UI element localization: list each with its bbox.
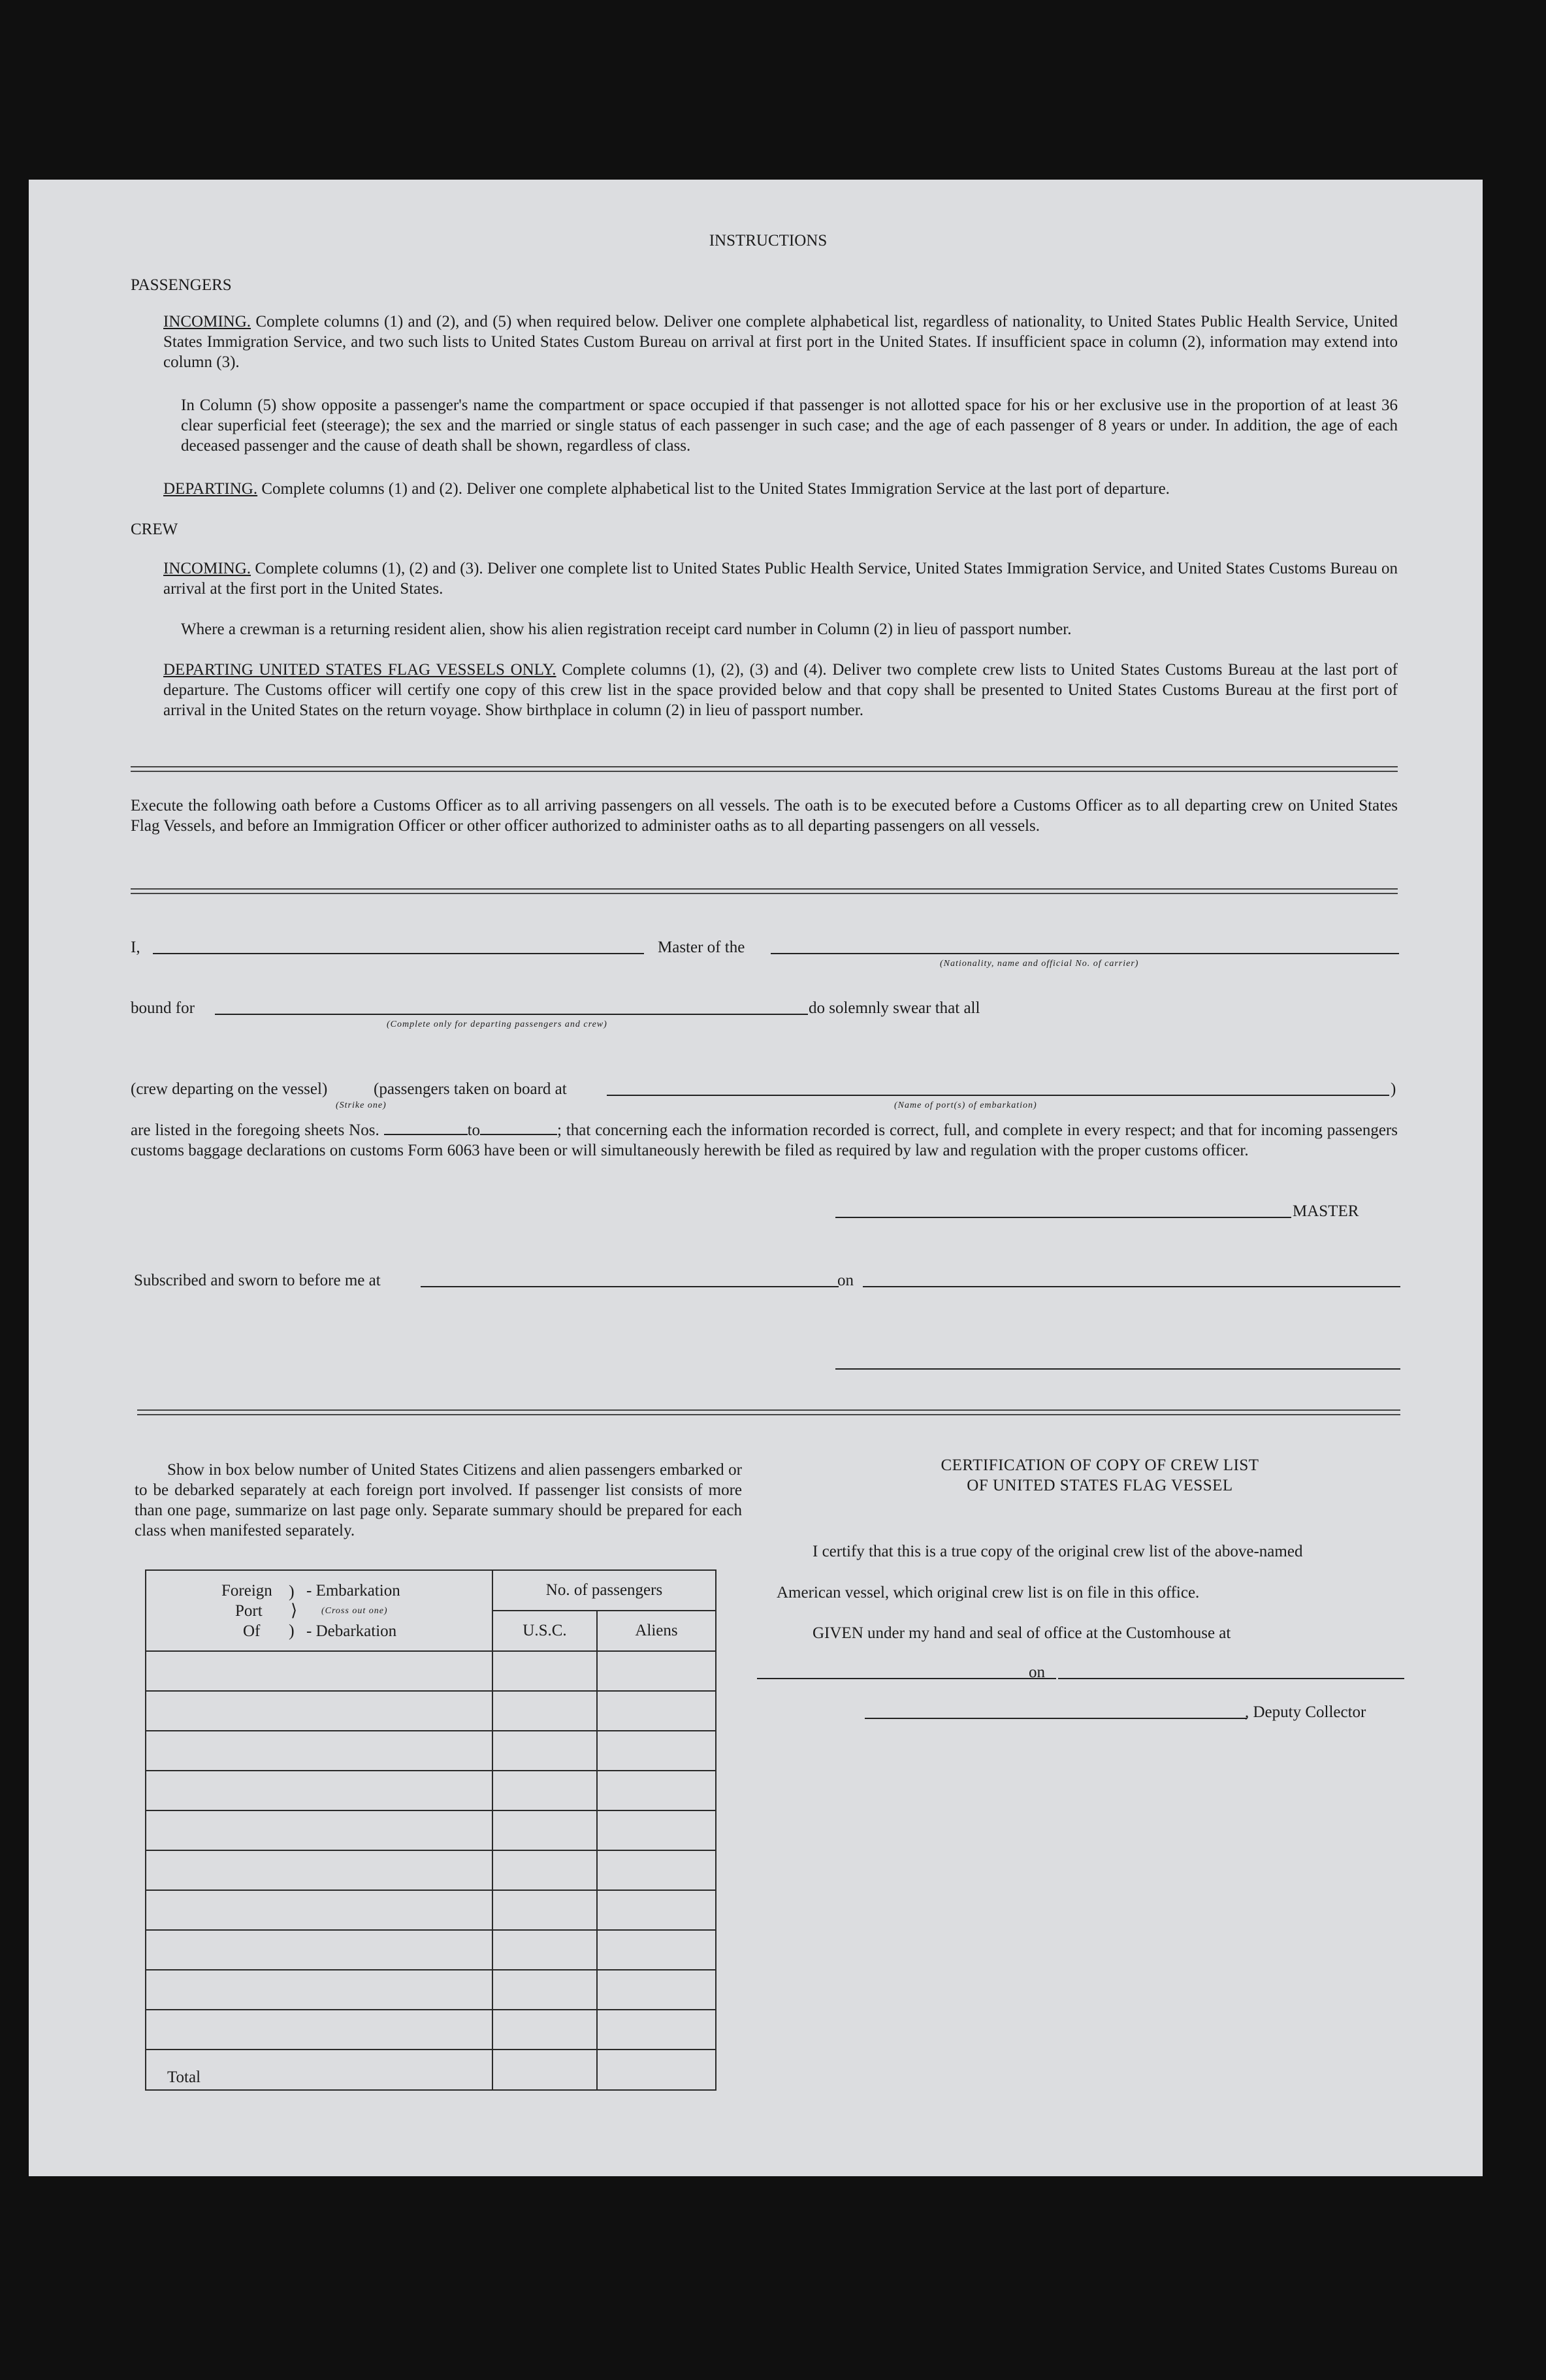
usc-cell[interactable]	[492, 1930, 597, 1970]
document-page	[29, 180, 1483, 2176]
port-cell[interactable]	[146, 2010, 492, 2050]
table-row	[146, 1731, 716, 1771]
carrier-line[interactable]	[771, 953, 1399, 954]
brace-icon: ⟩	[291, 1601, 298, 1620]
port-cell[interactable]	[146, 1890, 492, 1930]
instructions-title: INSTRUCTIONS	[709, 232, 828, 249]
deputy-signature-line[interactable]	[865, 1718, 1247, 1719]
american-vessel-text: American vessel, which original crew list is on file in this office.	[777, 1584, 1200, 1601]
of-label: Of	[243, 1622, 261, 1640]
bound-for-label: bound for	[131, 999, 195, 1017]
oath-intro-paragraph: Execute the following oath before a Customs Officer as to all arriving passengers on all vessels. The oath is to be executed before a Customs Officer as to all departing crew on United States Flag Vessels, and before an Immigration Officer or other officer authorized to administer oaths as to all departing passengers on all vessels.	[131, 797, 1398, 835]
port-cell[interactable]	[146, 1810, 492, 1850]
section-divider	[131, 888, 1398, 894]
given-text: GIVEN under my hand and seal of office at the Customhouse at	[813, 1624, 1231, 1642]
swear-text: do solemnly swear that all	[809, 999, 980, 1017]
table-row	[146, 1651, 716, 1691]
bound-for-hint: (Complete only for departing passengers and crew)	[387, 1020, 607, 1029]
crew-departing-text: Complete columns (1), (2), (3) and (4). Deliver two complete crew lists to United States Customs Bureau at the last port of departure. The Customs officer will certify one copy of this crew list in the space provided below and that copy shall be presented to United States Customs Bureau at the first port of arrival in the United States on the return voyage. Show birthplace in column (2) in lieu of passport number.	[163, 661, 1398, 719]
port-cell[interactable]	[146, 1970, 492, 2010]
officer-signature-line[interactable]	[835, 1368, 1400, 1370]
deputy-collector-label: , Deputy Collector	[1245, 1703, 1366, 1721]
cross-out-hint: (Cross out one)	[321, 1606, 388, 1616]
crew-resident-paragraph: Where a crewman is a returning resident alien, show his alien registration receipt card number in Column (2) in lieu of passport number.	[181, 620, 1072, 638]
debarkation-option[interactable]: - Debarkation	[306, 1622, 397, 1640]
subscribed-date-line[interactable]	[863, 1286, 1400, 1287]
subscribed-place-line[interactable]	[421, 1286, 839, 1287]
usc-cell[interactable]	[492, 1850, 597, 1890]
crew-heading: CREW	[131, 521, 178, 538]
passengers-incoming-text: Complete columns (1) and (2), and (5) when required below. Deliver one complete alphabetical list, regardless of nationality, to United States Public Health Service, United States Immigration Service, and two such lists to United States Custom Bureau on arrival at first port in the United States. If insufficient space in column (2), information may extend into column (3).	[163, 313, 1398, 371]
usc-cell[interactable]	[492, 1771, 597, 1810]
close-paren: )	[1391, 1080, 1396, 1098]
listed-paragraph	[131, 1120, 1398, 1161]
sheet-to-line[interactable]	[480, 1122, 557, 1135]
table-row	[146, 2010, 716, 2050]
passengers-departing-paragraph	[163, 479, 1398, 499]
subscribed-label: Subscribed and sworn to before me at	[134, 1272, 381, 1289]
embarkation-option[interactable]: - Embarkation	[306, 1582, 400, 1600]
certification-title-line1: CERTIFICATION OF COPY OF CREW LIST	[941, 1456, 1259, 1474]
carrier-hint: (Nationality, name and official No. of carrier)	[940, 959, 1139, 969]
passengers-taken-option[interactable]: (passengers taken on board at	[374, 1080, 567, 1098]
oath-i-label: I,	[131, 939, 140, 956]
passengers-departing-label: DEPARTING.	[163, 480, 258, 498]
port-cell[interactable]	[146, 1850, 492, 1890]
to-label: to	[467, 1121, 481, 1139]
aliens-cell[interactable]	[597, 1810, 716, 1850]
foreign-port-header	[146, 1570, 492, 1651]
master-signature-line[interactable]	[835, 1217, 1291, 1218]
brace-icon: )	[289, 1621, 295, 1640]
port-label: Port	[235, 1602, 263, 1620]
foreign-label: Foreign	[221, 1582, 272, 1600]
total-label: Total	[146, 2050, 492, 2090]
usc-cell[interactable]	[492, 1731, 597, 1771]
strike-hint: (Strike one)	[336, 1101, 387, 1110]
brace-icon: )	[289, 1582, 295, 1601]
port-cell[interactable]	[146, 1651, 492, 1691]
section-divider	[137, 1409, 1400, 1415]
port-cell[interactable]	[146, 1930, 492, 1970]
passengers-heading: PASSENGERS	[131, 276, 232, 294]
aliens-cell[interactable]	[597, 1731, 716, 1771]
crew-departing-label: DEPARTING UNITED STATES FLAG VESSELS ONLY.	[163, 661, 556, 679]
port-cell[interactable]	[146, 1691, 492, 1731]
aliens-cell[interactable]	[597, 1850, 716, 1890]
crew-departing-paragraph	[163, 660, 1398, 720]
usc-cell[interactable]	[492, 1651, 597, 1691]
usc-header: U.S.C.	[492, 1611, 597, 1651]
certification-title-line2: OF UNITED STATES FLAG VESSEL	[967, 1477, 1233, 1494]
passengers-departing-text: Complete columns (1) and (2). Deliver one complete alphabetical list to the United States Immigration Service at the last port of departure.	[261, 480, 1170, 498]
total-row	[146, 2050, 716, 2090]
aliens-cell[interactable]	[597, 1651, 716, 1691]
certification-on-label: on	[1029, 1664, 1045, 1681]
aliens-cell[interactable]	[597, 1930, 716, 1970]
passengers-incoming-label: INCOMING.	[163, 313, 251, 330]
passengers-incoming-paragraph	[163, 312, 1398, 372]
aliens-cell[interactable]	[597, 1771, 716, 1810]
customhouse-line[interactable]	[757, 1678, 1056, 1679]
port-cell[interactable]	[146, 1771, 492, 1810]
aliens-total-cell[interactable]	[597, 2050, 716, 2090]
usc-cell[interactable]	[492, 1970, 597, 2010]
table-row	[146, 1810, 716, 1850]
master-label: MASTER	[1293, 1202, 1359, 1220]
usc-cell[interactable]	[492, 1810, 597, 1850]
table-row	[146, 1970, 716, 2010]
subscribed-on-label: on	[837, 1272, 854, 1289]
certification-title	[806, 1455, 1394, 1496]
crew-incoming-label: INCOMING.	[163, 560, 251, 577]
no-of-passengers-header: No. of passengers	[492, 1570, 716, 1611]
table-row	[146, 1850, 716, 1890]
aliens-cell[interactable]	[597, 1890, 716, 1930]
master-of-the-label: Master of the	[658, 939, 745, 956]
table-row	[146, 1930, 716, 1970]
master-name-line[interactable]	[153, 953, 644, 954]
table-row	[146, 1691, 716, 1731]
usc-total-cell[interactable]	[492, 2050, 597, 2090]
ports-hint: (Name of port(s) of embarkation)	[894, 1101, 1037, 1110]
aliens-header: Aliens	[597, 1611, 716, 1651]
certification-date-line[interactable]	[1058, 1678, 1404, 1679]
table-row	[146, 1771, 716, 1810]
table-row	[146, 1890, 716, 1930]
bound-for-line[interactable]	[215, 1014, 808, 1015]
passengers-column5-paragraph: In Column (5) show opposite a passenger's name the compartment or space occupied if that passenger is not allotted space for his or her exclusive use in the proportion of at least 36 clear superficial feet (steerage); the sex and the married or single status of each passenger in such case; and the age of each passenger of 8 years or under. In addition, the age of each deceased passenger and the cause of death shall be shown, regardless of class.	[181, 396, 1398, 455]
usc-cell[interactable]	[492, 1691, 597, 1731]
crew-incoming-text: Complete columns (1), (2) and (3). Deliver one complete list to United States Public Health Service, United States Immigration Service, and United States Customs Bureau on arrival at the first port in the United States.	[163, 560, 1398, 598]
section-divider	[131, 766, 1398, 772]
crew-incoming-paragraph	[163, 558, 1398, 599]
crew-departing-option[interactable]: (crew departing on the vessel)	[131, 1080, 328, 1098]
aliens-cell[interactable]	[597, 1970, 716, 2010]
listed-rest: ; that concerning each the information recorded is correct, full, and complete in every respect; and that for incoming passengers customs baggage declarations on customs Form 6063 have been or will simultaneously herewith be filed as required by law and regulation with the proper customs officer.	[131, 1121, 1398, 1159]
aliens-cell[interactable]	[597, 1691, 716, 1731]
passenger-summary-table	[145, 1569, 717, 2091]
certify-text: I certify that this is a true copy of the original crew list of the above-named	[813, 1543, 1303, 1560]
usc-cell[interactable]	[492, 1890, 597, 1930]
usc-cell[interactable]	[492, 2010, 597, 2050]
port-cell[interactable]	[146, 1731, 492, 1771]
sheet-from-line[interactable]	[384, 1122, 468, 1135]
listed-prefix: are listed in the foregoing sheets Nos.	[131, 1121, 379, 1139]
summary-instructions: Show in box below number of United States Citizens and alien passengers embarked or to be debarked separately at each foreign port involved. If passenger list consists of more than one page, summarize on last page only. Separate summary should be prepared for each class when manifested separately.	[135, 1461, 742, 1539]
ports-line[interactable]	[607, 1095, 1389, 1096]
aliens-cell[interactable]	[597, 2010, 716, 2050]
